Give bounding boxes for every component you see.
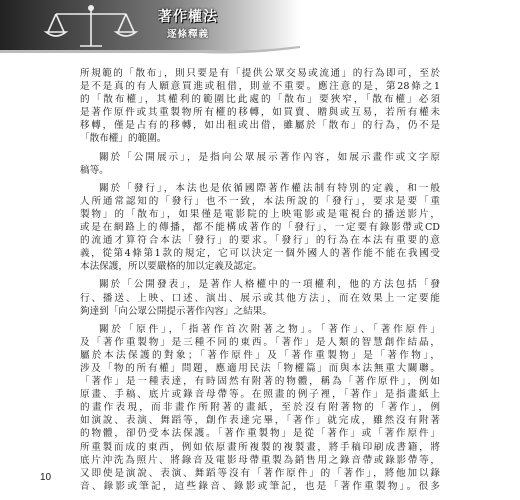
text-line: 音、錄影或筆記，這些錄音、錄影或筆記，也是「著作重製物」。很多	[80, 480, 440, 492]
text-line: 關於「發行」，本法也是依循國際著作權法制有特別的定義，和一般	[99, 182, 440, 194]
scales-of-justice-icon	[36, 2, 146, 50]
text-line: 或是在網路上的傳播，都不能構成著作的「發行」，一定要有錄影帶或CD	[80, 222, 440, 234]
text-line: 是著作原件或其重製物所有權的移轉，如買賣、贈與或互易，若所有權未	[80, 107, 440, 119]
text-line: 製物」的「散布」，如果僅是電影院的上映電影或是電視台的播送影片，	[80, 208, 440, 220]
page-header	[0, 0, 520, 54]
text-line: 的流通才算符合本法「發行」的要求。「發行」的行為在本法有重要的意	[80, 235, 440, 247]
text-line: 移轉，僅是占有的移轉，如出租或出借，雖屬於「散布」的行為，仍不是	[80, 120, 440, 132]
text-line: 關於「公開展示」，是指向公眾展示著作內容，如展示畫作或文字原	[99, 151, 440, 163]
text-line: 如演說、表演、舞蹈等，創作表達完畢，「著作」就完成，雖然沒有附著	[80, 415, 440, 427]
text-line: 所重製而成的東西，例如依原畫所複製的複製畫，將手稿印刷成書籍，將	[80, 441, 440, 453]
text-line: 涉及「物的所有權」問題，應適用民法「物權篇」而與本法無重大關聯。	[80, 362, 440, 374]
book-subtitle: 逐條釋義	[166, 29, 209, 40]
text-line: 的畫作表現，而非畫作所附著的畫紙，至於沒有附著物的「著作」，例	[80, 402, 440, 414]
text-line: 的「散布權」，其權利的範圍比此處的「散布」要狹窄，「散布權」必須	[80, 94, 440, 106]
text-line: 「著作」是一種表達，有時固然有附著的物體，稱為「著作原件」，例如	[80, 376, 440, 388]
text-line: 及「著作重製物」是三種不同的東西。「著作」是人類的智慧創作結晶，	[80, 336, 440, 348]
page-number: 10	[40, 472, 52, 483]
text-line: 義，從第4條第1款的規定，它可以決定一個外國人的著作能不能在我國受	[80, 248, 440, 260]
body-text	[80, 67, 440, 493]
text-line: 夠達到「向公眾公開提示著作內容」之結果。	[80, 305, 272, 317]
text-line: 又即使是演說、表演、舞蹈等沒有「著作原件」的「著作」，將他加以錄	[80, 467, 440, 479]
text-line: 底片沖洗為照片、將錄音及電影母帶重製為銷售用之錄音帶或錄影帶等，	[80, 454, 440, 466]
text-line: 屬於本法保護的對象；「著作原件」及「著作重製物」是「著作物」，	[80, 349, 440, 361]
text-line: 所規範的「散布」，則只要是有「提供公眾交易或流通」的行為即可，至於	[80, 68, 440, 79]
text-line: 關於「公開發表」，是著作人格權中的一項權利，他的方法包括「發	[99, 279, 440, 291]
text-line: 「散布權」的範圍。	[80, 133, 167, 145]
text-line: 關於「原件」，「指著作首次附著之物」。「著作」、「著作原件」	[99, 323, 440, 335]
text-line: 本法保護，所以要嚴格的加以定義及認定。	[80, 261, 263, 273]
text-line: 的物體，卻仍受本法保護。「著作重製物」是從「著作」或「著作原件」	[80, 428, 440, 440]
text-line: 是不是真的有人願意買進或租借，則並不重要。應注意的是，第28條之1	[80, 81, 440, 93]
text-line: 稿等。	[80, 164, 109, 176]
text-line: 原畫、手稿、底片或錄音母帶等。在照畫的例子裡，「著作」是指畫紙上	[80, 389, 440, 401]
text-line: 行、播送、上映、口述、演出、展示或其他方法」，而在效果上一定要能	[80, 292, 440, 304]
text-line: 人所通常認知的「發行」也不一致，本法所說的「發行」，要求是要「重	[80, 195, 440, 207]
book-title: 著作權法	[158, 9, 218, 25]
